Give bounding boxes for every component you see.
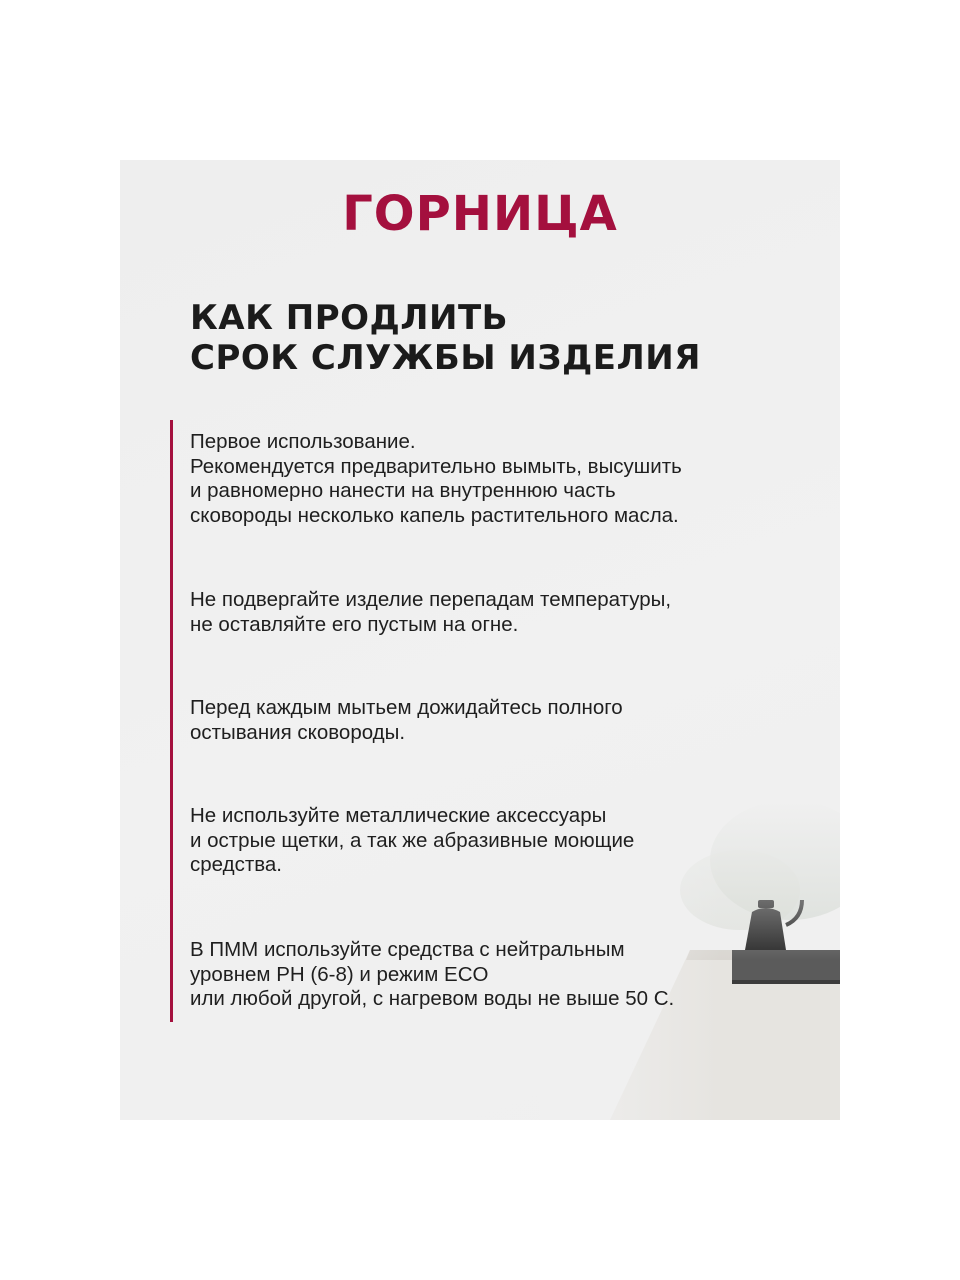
tip-line: уровнем PH (6-8) и режим ECO bbox=[190, 962, 489, 986]
tip-line: Первое использование. bbox=[190, 430, 416, 453]
tip-temperature bbox=[190, 588, 810, 637]
tip-line: не оставляйте его пустым на огне. bbox=[190, 612, 519, 636]
tip-line: Не подвергайте изделие перепадам температуры, bbox=[190, 588, 672, 611]
tip-line: и равномерно нанести на внутреннюю часть bbox=[190, 479, 616, 502]
accent-divider bbox=[170, 420, 173, 1022]
tip-line: или любой другой, с нагревом воды не выше 50 С. bbox=[190, 987, 675, 1010]
tip-line: Не используйте металлические аксессуары bbox=[190, 804, 607, 827]
tip-cooling bbox=[190, 696, 810, 745]
tip-accessories bbox=[190, 804, 810, 878]
tip-line: остывания сковороды. bbox=[190, 720, 406, 744]
tip-line: и острые щетки, а так же абразивные моющие bbox=[190, 828, 635, 852]
tip-line: средства. bbox=[190, 853, 282, 876]
tip-line: Перед каждым мытьем дожидайтесь полного bbox=[190, 696, 623, 719]
tip-line: Рекомендуется предварительно вымыть, высушить bbox=[190, 454, 682, 478]
tip-dishwasher bbox=[190, 938, 810, 1012]
brand-logo: ГОРНИЦА bbox=[342, 186, 618, 242]
page-title-line: КАК ПРОДЛИТЬ bbox=[190, 298, 509, 338]
page-title-line: СРОК СЛУЖБЫ ИЗДЕЛИЯ bbox=[190, 338, 701, 378]
tip-first-use bbox=[190, 430, 810, 528]
page-title bbox=[190, 298, 701, 378]
tip-line: сковороды несколько капель растительного масла. bbox=[190, 503, 679, 527]
tip-line: В ПММ используйте средства с нейтральным bbox=[190, 938, 625, 961]
instruction-card bbox=[120, 160, 840, 1120]
